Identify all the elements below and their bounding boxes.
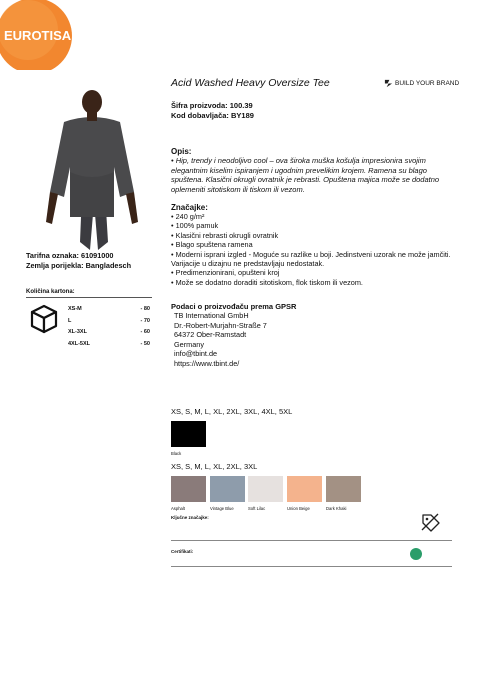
feature-item: • Može se dodatno doraditi sitotiskom, flok tiskom ili vezom. (171, 277, 363, 287)
feature-item: • 100% pamuk (171, 221, 219, 231)
product-photo (44, 82, 140, 252)
divider (171, 566, 452, 567)
sizes-group-2: XS, S, M, L, XL, 2XL, 3XL (171, 462, 258, 471)
carton-row: 4XL-5XL - 50 (68, 340, 150, 347)
manufacturer-country: Germany (174, 339, 205, 349)
certificates-label: Certifikati: (171, 549, 194, 554)
swatch-union-beige (287, 476, 322, 502)
swatch-dark-khaki (326, 476, 361, 502)
feature-item: • Blago spuštena ramena (171, 240, 253, 250)
carton-heading: Količina kartona: (26, 289, 75, 295)
swatch-black (171, 421, 206, 447)
carton-table (68, 306, 150, 352)
supplier-code: Kod dobavljača: BY189 (171, 110, 254, 120)
brand-label (384, 79, 459, 88)
brand-text: BUILD YOUR BRAND (395, 80, 460, 87)
divider (171, 540, 452, 541)
swatch-asphalt (171, 476, 206, 502)
feature-item: • Predimenzionirani, opušteni kroj (171, 268, 280, 278)
gpsr-address (174, 311, 267, 369)
description-heading: Opis: (171, 147, 192, 156)
product-title: Acid Washed Heavy Oversize Tee (171, 77, 330, 89)
price-tag-icon (420, 512, 442, 534)
logo-text: EUROTISAK (4, 28, 81, 43)
swatch-label: Union Beige (287, 506, 310, 511)
tariff-info (26, 251, 131, 270)
manufacturer-name: TB International GmbH (174, 311, 249, 320)
key-features-label: Ključne značajke: (171, 515, 209, 520)
feature-item: • Moderni isprani izgled - Moguće su razlike u boji. Jedinstveni uzorak ne može jamčiti. Varijacije u dizajnu ne predstavljaju nedostatak. (171, 249, 451, 269)
product-code: Šifra proizvoda: 100.39 (171, 101, 253, 110)
manufacturer-city: 64372 Ober-Ramstadt (174, 330, 247, 340)
country-of-origin: Zemlja porijekla: Bangladesch (26, 260, 132, 270)
box-icon (28, 303, 60, 335)
tariff-code: Tarifna oznaka: 61091000 (26, 251, 114, 260)
product-codes (171, 101, 254, 120)
manufacturer-website[interactable]: https://www.tbint.de/ (174, 358, 240, 368)
swatch-label: Vintage Blue (210, 506, 234, 511)
swatch-label: Soft Lilac (248, 506, 266, 511)
certificate-badge-icon (410, 548, 422, 560)
divider (26, 297, 152, 298)
feature-item: • 240 g/m² (171, 212, 205, 221)
carton-row: L - 70 (68, 317, 150, 324)
manufacturer-email[interactable]: info@tbint.de (174, 349, 218, 359)
swatch-label: Asphalt (171, 506, 185, 511)
description-text: • Hip, trendy i neodoljivo cool – ova široka muška košulja impresionira svojim elegantnim kiselim ispiranjem i ugodnim prevelikim krojem. Ramena su blago spuštena. Klasični okrugli ovratnik je rebrasti. Opuštena majica može se dodatno oplemeniti sitotiskom ili tiskom ili vezom. (171, 156, 440, 194)
swatch-vintage-blue (210, 476, 245, 502)
swatch-label: Black (171, 451, 182, 456)
swatch-label: Dark Khaki (326, 506, 347, 511)
gpsr-heading: Podaci o proizvođaču prema GPSR (171, 302, 297, 311)
feature-item: • Klasični rebrasti okrugli ovratnik (171, 230, 279, 240)
features-list (171, 212, 461, 287)
sizes-group-1: XS, S, M, L, XL, 2XL, 3XL, 4XL, 5XL (171, 407, 293, 416)
brand-logo-icon (384, 79, 393, 88)
features-heading: Značajke: (171, 203, 208, 212)
swatch-soft-lilac (248, 476, 283, 502)
carton-row: XS-M - 80 (68, 306, 150, 312)
carton-row: XL-3XL - 60 (68, 329, 150, 336)
eurotisak-logo (0, 0, 100, 70)
manufacturer-street: Dr.-Robert-Murjahn-Straße 7 (174, 320, 267, 330)
